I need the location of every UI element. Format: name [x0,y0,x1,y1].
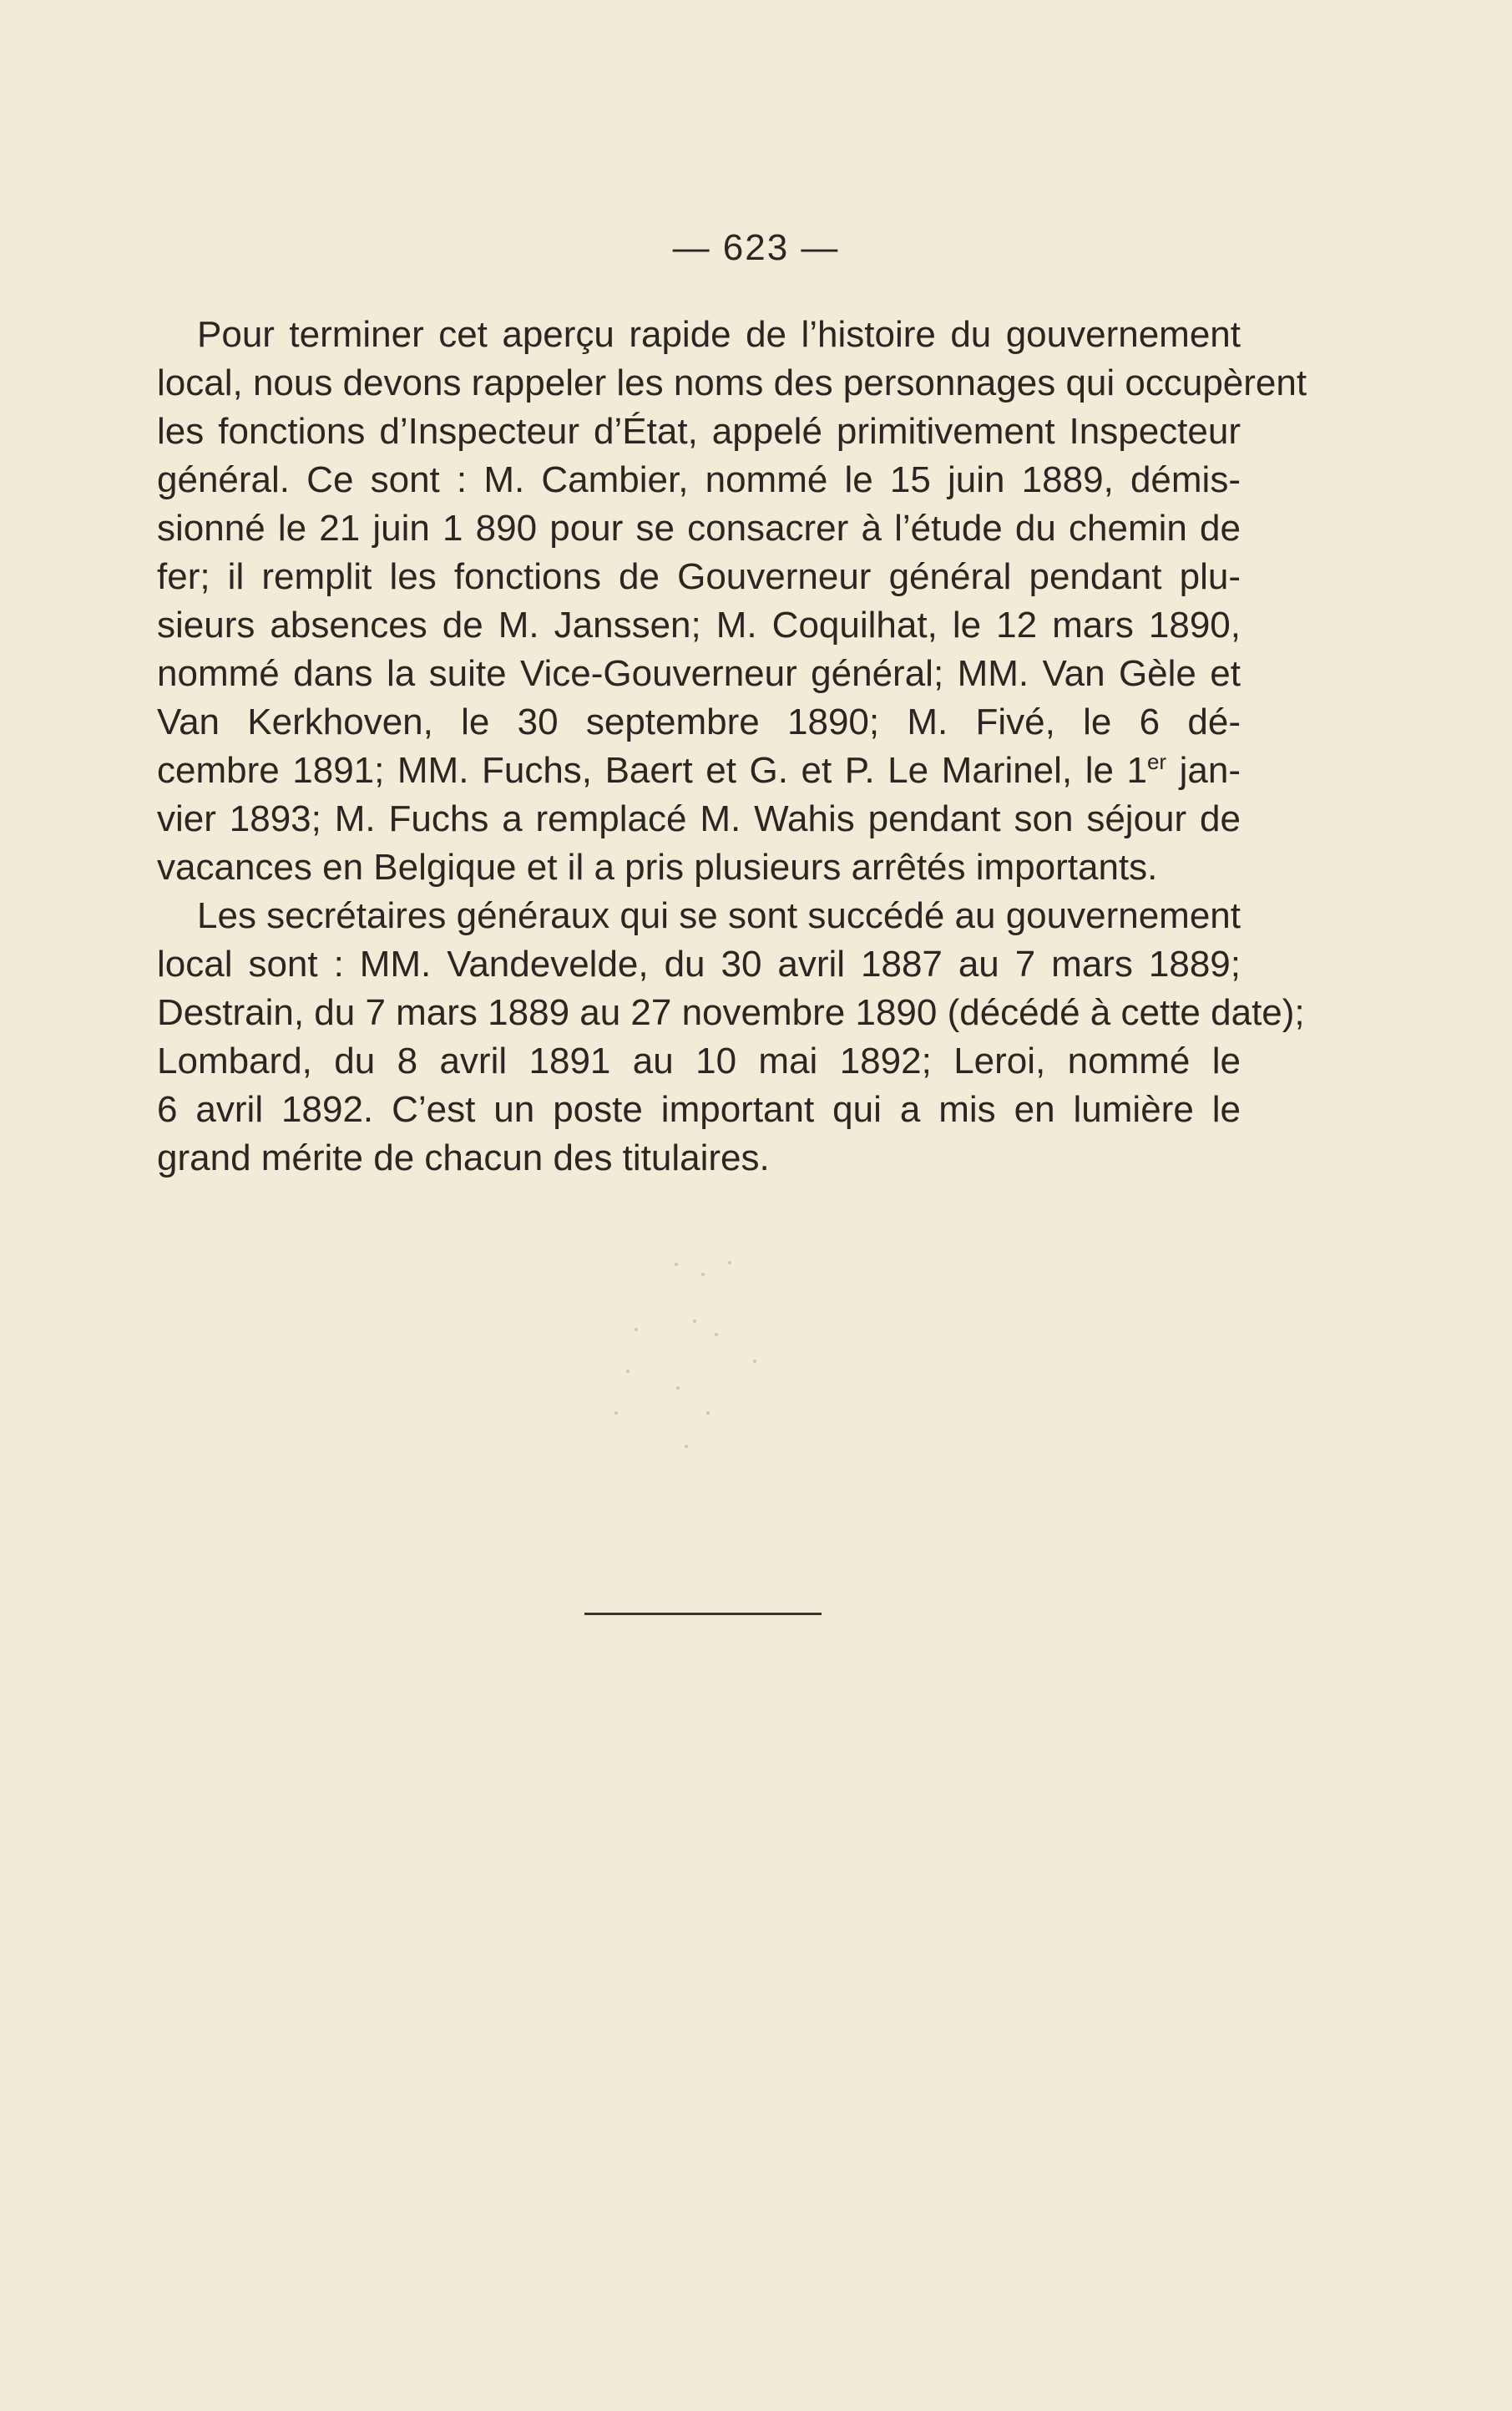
text-line: local, nous devons rappeler les noms des personnages qui occupèrent [157,362,1307,403]
paper-speck [728,1261,731,1264]
text-line: général. Ce sont : M. Cambier, nommé le 15 juin 1889, démis- [157,459,1241,500]
text-line: fer; il remplit les fonctions de Gouverneur général pendant plu- [157,556,1241,597]
paper-speck [753,1360,756,1363]
text-line: vacances en Belgique et il a pris plusieurs arrêtés importants. [157,847,1158,888]
paper-speck [676,1386,680,1390]
text-line: sieurs absences de M. Janssen; M. Coquilhat, le 12 mars 1890, [157,605,1241,646]
text-line: les fonctions d’Inspecteur d’État, appelé primitivement Inspecteur [157,411,1241,452]
text-line: vier 1893; M. Fuchs a remplacé M. Wahis pendant son séjour de [157,798,1241,839]
text-line: Lombard, du 8 avril 1891 au 10 mai 1892; Leroi, nommé le [157,1041,1241,1081]
paper-speck [706,1411,710,1415]
paper-speck [685,1445,688,1448]
page-number: — 623 — [672,227,840,268]
paper-speck [675,1263,678,1266]
text-line: Van Kerkhoven, le 30 septembre 1890; M. Fivé, le 6 dé- [157,702,1241,742]
paper-speck [693,1319,696,1323]
text-line: Les secrétaires généraux qui se sont succédé au gouvernement [197,895,1241,936]
text-line: nommé dans la suite Vice-Gouverneur général; MM. Van Gèle et [157,653,1241,694]
text-line: sionné le 21 juin 1 890 pour se consacrer à l’étude du chemin de [157,508,1241,549]
text-line: local sont : MM. Vandevelde, du 30 avril 1887 au 7 mars 1889; [157,944,1241,985]
text-line: 6 avril 1892. C’est un poste important qui a mis en lumière le [157,1089,1241,1130]
body-text [157,311,1307,1183]
text-segment: jan- [1166,750,1241,791]
paper-speck [715,1333,718,1336]
superscript: er [1146,749,1167,774]
text-segment: cembre 1891; MM. Fuchs, Baert et G. et P. Le Marinel, le 1 [157,750,1147,791]
paper-speck [614,1411,618,1415]
closing-rule [584,1613,822,1615]
paper-speck [635,1328,638,1331]
paper-speck [701,1273,705,1276]
text-line-with-superscript [157,747,1241,795]
text-line: Pour terminer cet aperçu rapide de l’histoire du gouvernement [197,314,1241,355]
paper-speck [626,1370,630,1373]
text-line: Destrain, du 7 mars 1889 au 27 novembre 1890 (décédé à cette date); [157,992,1305,1033]
text-line: grand mérite de chacun des titulaires. [157,1137,770,1178]
